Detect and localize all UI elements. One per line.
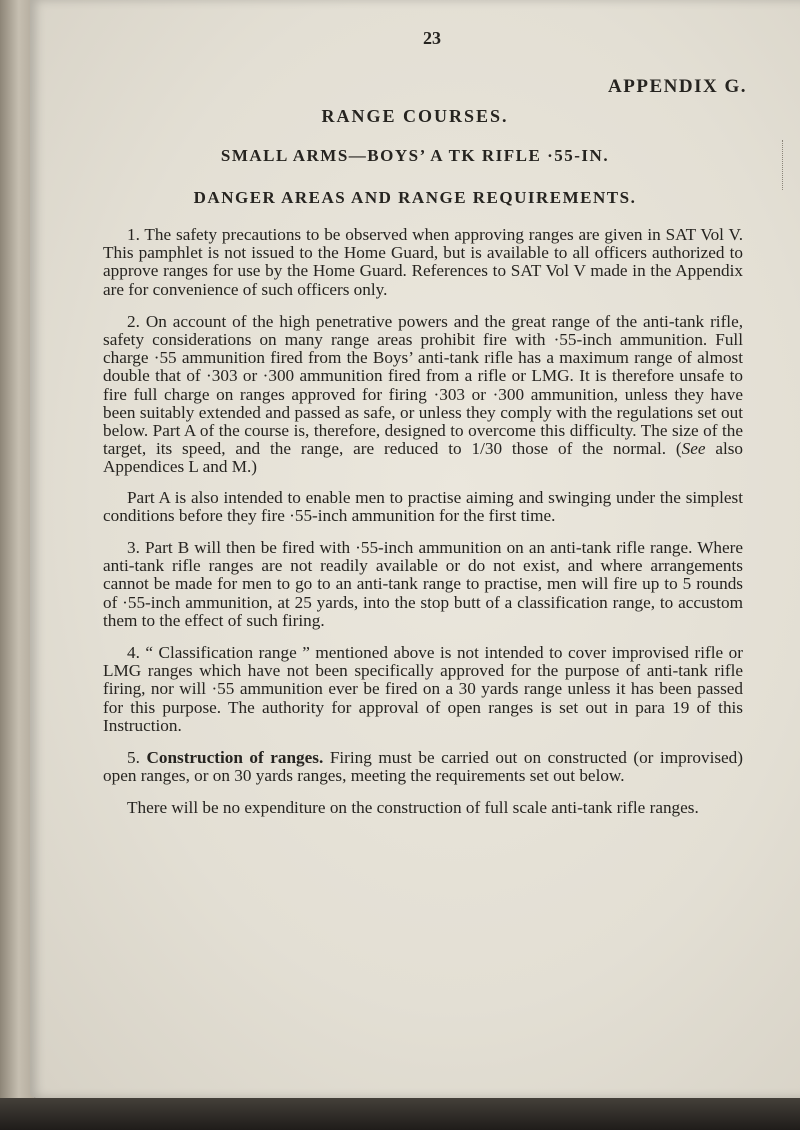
paragraph-2b: Part A is also intended to enable men to practise aiming and swinging under the simplest conditions before they fire ·55-inch ammunition for the first time. bbox=[103, 487, 743, 525]
paragraph-2 bbox=[103, 313, 743, 477]
paragraph-1: 1. The safety precautions to be observed when approving ranges are given in SAT Vol V. This pamphlet is not issued to the Home Guard, but is available to all officers authorized to approve ranges for use by the Home Guard. References to SAT Vol V made in the Appendix are for convenience of such officers only. bbox=[103, 225, 743, 299]
paragraph-2-see: See bbox=[681, 439, 706, 459]
paragraph-2-end: also Appendices L and M.) bbox=[103, 439, 744, 477]
paragraph-5-heading: Construction of ranges. bbox=[146, 748, 324, 768]
paragraph-4: 4. “ Classification range ” mentioned above is not intended to cover improvised rifle or LMG ranges which have not been specifically approved for the purpose of anti-tank rifle firing, nor will ·55 ammunition ever be fired on a 30 yards range unless it has been passed for this purpose. The authority for approval of open ranges is set out in para 19 of this Instruction. bbox=[103, 643, 743, 735]
paragraph-5-number: 5. bbox=[127, 748, 147, 768]
page-subtitle: SMALL ARMS—BOYS’ A TK RIFLE ·55-IN. bbox=[220, 146, 610, 165]
paragraph-2-main: 2. On account of the high penetrative powers and the great range of the anti-tank rifle, safety considerations on many range areas prohibit fire with ·55-inch ammunition. Full charge ·55 ammunition fired from the Boys’ anti-tank rifle has a maximum range of almost double that of ·303 or ·300 ammunition fired from a rifle or LMG. It is therefore unsafe to fire full charge on ranges approved for firing ·303 or ·300 ammunition, unless they have been suitably extended and passed as safe, or unless they comply with the regulations set out below. Part A of the course is, therefore, designed to overcome this difficulty. The size of the target, its speed, and the range, are reduced to 1/30 those of the normal. ( bbox=[103, 311, 743, 459]
page-number: 23 bbox=[423, 28, 441, 48]
page-bottom-shadow bbox=[0, 1098, 800, 1130]
page-title: RANGE COURSES. bbox=[321, 106, 509, 126]
paragraph-5 bbox=[103, 749, 743, 785]
document-page bbox=[30, 0, 800, 1098]
margin-marks bbox=[778, 140, 783, 190]
paragraph-5-text: Firing must be carried out on constructed (or improvised) open ranges, or on 30 yards ranges, meeting the requirements set out below. bbox=[103, 748, 743, 786]
section-title: DANGER AREAS AND RANGE REQUIREMENTS. bbox=[193, 188, 637, 207]
paragraph-3: 3. Part B will then be fired with ·55-inch ammunition on an anti-tank rifle range. Where anti-tank rifle ranges are not readily available or do not exist, and where arrangements cannot be made for men to go to an anti-tank range to practise, men will fire up to 5 rounds of ·55-inch ammunition, at 25 yards, into the stop butt of a classification range, to accustom them to the effect of such firing. bbox=[103, 538, 743, 630]
page-content bbox=[85, 0, 745, 1098]
appendix-heading: APPENDIX G. bbox=[608, 76, 747, 97]
body-text bbox=[103, 226, 743, 832]
paragraph-5b: There will be no expenditure on the construction of full scale anti-tank rifle ranges. bbox=[127, 798, 699, 818]
